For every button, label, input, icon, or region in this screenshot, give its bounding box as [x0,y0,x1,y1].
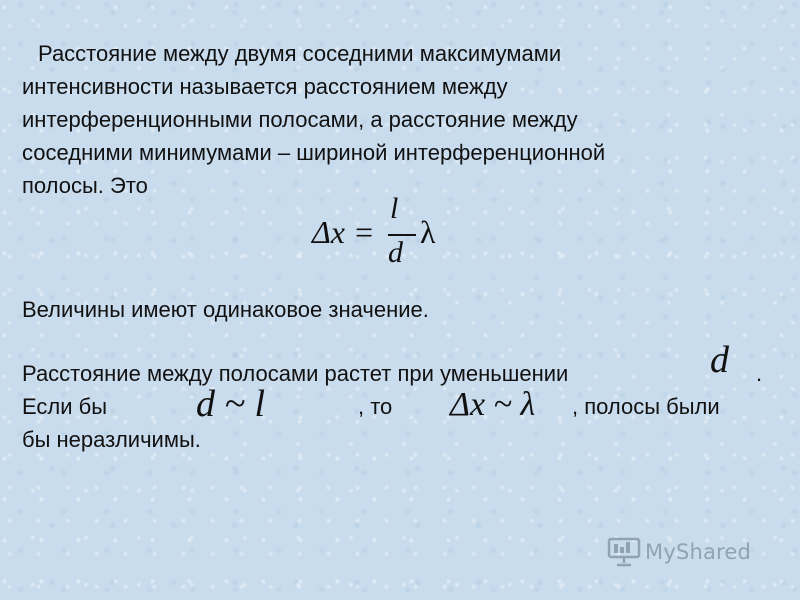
presentation-board-icon [607,537,641,567]
paragraph-if-then: , то [358,394,393,419]
text-line: соседними минимумами – шириной интерференционной [22,140,606,165]
paragraph-indistinguishable: бы неразличимы. [22,427,201,452]
paragraph-same-value: Величины имеют одинаковое значение. [22,297,429,322]
paragraph-if-end: , полосы были [572,394,720,419]
text-line: полосы. Это [22,173,148,198]
paragraph-if-start: Если бы [22,394,108,419]
text-line: интенсивности называется расстоянием между [22,74,508,99]
text-line: интерференционными полосами, а расстояние между [22,107,578,132]
formula-d: d [710,339,729,381]
formula-lambda: λ [420,214,436,250]
formula-d-sim-l: d ~ l [196,383,266,425]
formula-lhs: Δx = [312,214,375,250]
watermark-text: MyShared [645,540,752,564]
paragraph-distance-line1: Расстояние между полосами растет при уменьшении [22,361,569,386]
text-line: Расстояние между двумя соседними максимумами [38,41,562,66]
paragraph-definition [22,37,605,202]
formula-numerator: l [390,192,399,225]
formula-denominator: d [388,236,403,269]
fringe-width-formula [312,192,452,276]
watermark-logo [607,537,751,567]
formula-dx-sim-lambda: Δx ~ λ [450,386,536,423]
sentence-period: . [756,361,763,386]
